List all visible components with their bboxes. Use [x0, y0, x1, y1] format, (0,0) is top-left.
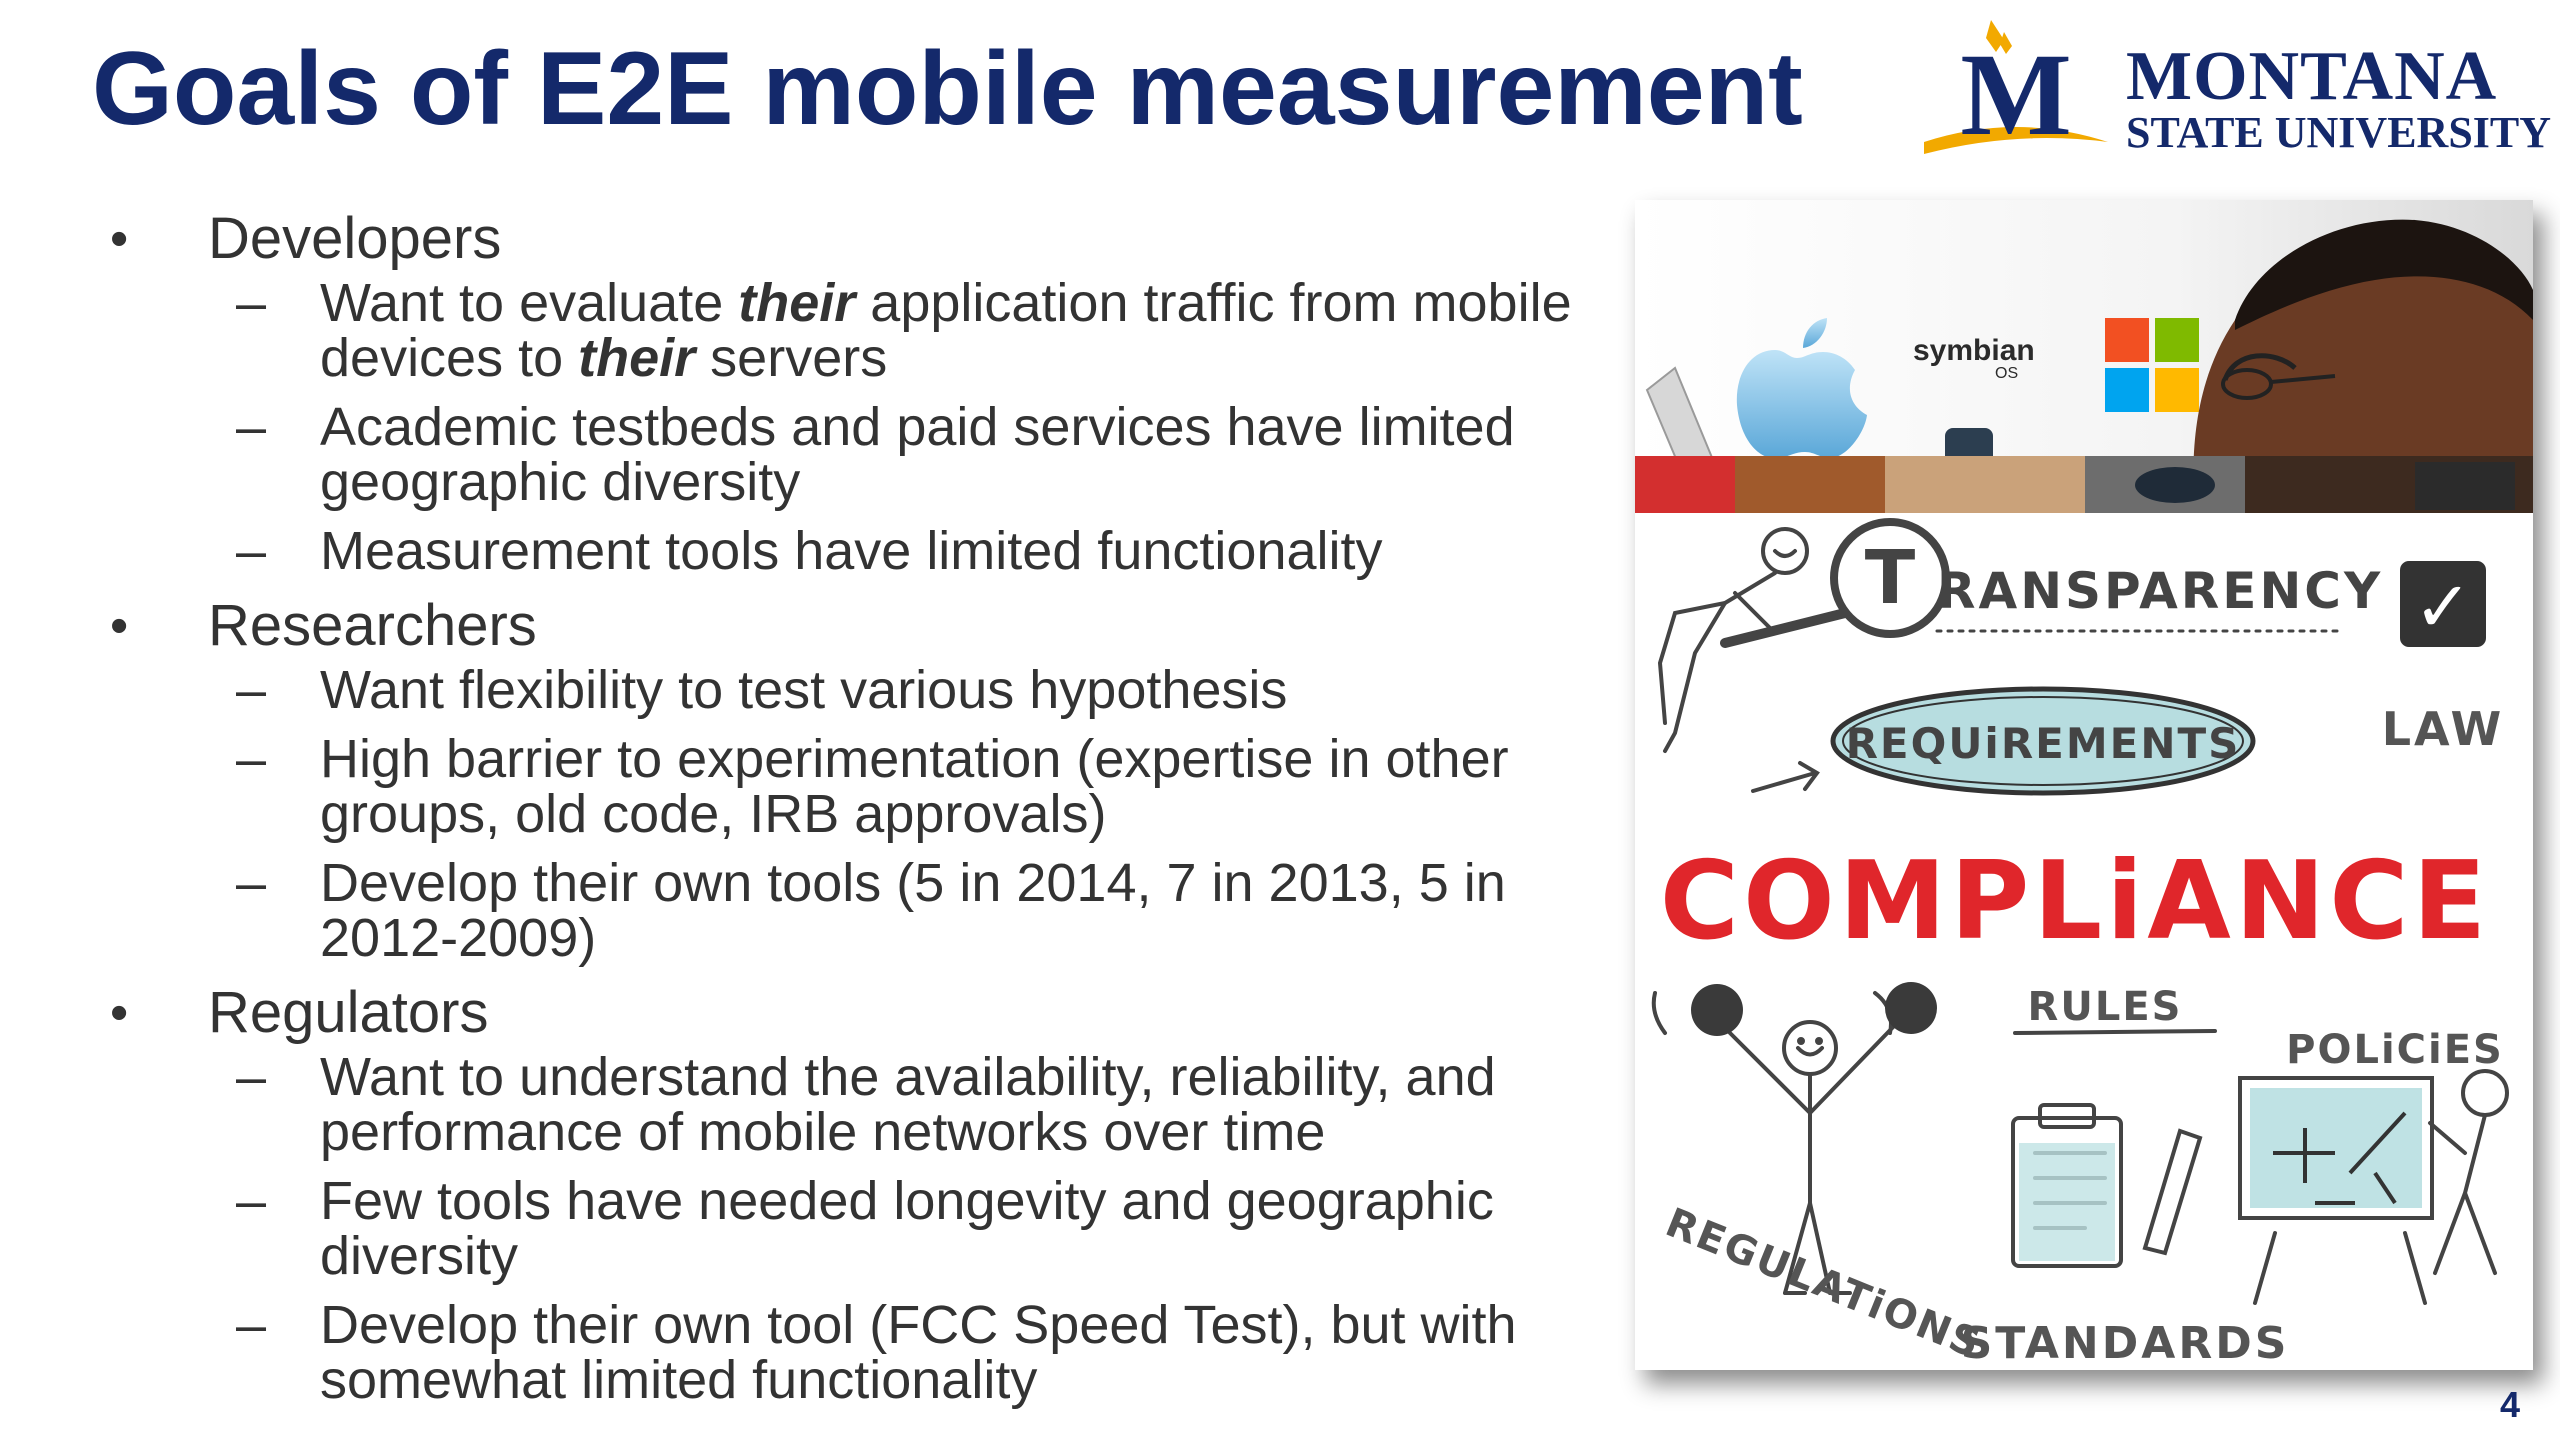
sub-text: Want to understand the availability, reliability, and performance of mobile networks over time — [320, 1047, 1496, 1162]
dash: – — [236, 273, 267, 333]
emphasis-their: their — [578, 328, 696, 388]
sub-bullet — [100, 1171, 1600, 1286]
bullet-label: Regulators — [208, 980, 489, 1045]
check-icon: ✓ — [2413, 566, 2473, 648]
word-regulations: REGULATiONS — [1659, 1199, 1989, 1369]
transparency-t: T — [1864, 535, 1916, 621]
bullet-researchers — [100, 593, 1600, 659]
sub-bullet — [100, 853, 1600, 968]
mobile-os-photo — [1635, 200, 2533, 513]
sub-text: Want flexibility to test various hypothesis — [320, 660, 1288, 720]
sub-bullet — [100, 397, 1600, 512]
slide-title: Goals of E2E mobile measurement — [92, 31, 1803, 147]
sub-text: Want to evaluate — [320, 273, 739, 333]
bullet-label: Developers — [208, 206, 502, 271]
sub-text: High barrier to experimentation (expertise in other groups, old code, IRB approvals) — [320, 729, 1509, 844]
sub-text: Few tools have needed longevity and geographic diversity — [320, 1171, 1494, 1286]
word-requirements: REQUiREMENTS — [1845, 719, 2241, 768]
word-standards: STANDARDS — [1960, 1318, 2290, 1369]
bullet-dot: • — [110, 597, 129, 655]
logo-line-state-university: STATE UNIVERSITY — [2126, 108, 2552, 157]
bullet-list — [100, 200, 1600, 1422]
sub-text: Develop their own tool (FCC Speed Test), but with somewhat limited functionality — [320, 1295, 1517, 1410]
word-transparency: RANSPARENCY — [1937, 562, 2384, 620]
sub-text: Academic testbeds and paid services have limited geographic diversity — [320, 397, 1515, 512]
sub-bullet — [100, 273, 1600, 388]
sub-bullet — [100, 521, 1600, 581]
dash: – — [236, 1047, 267, 1107]
word-compliance: COMPLiANCE — [1659, 839, 2491, 964]
bullet-regulators — [100, 980, 1600, 1046]
word-policies: POLiCiES — [2286, 1027, 2504, 1073]
dash: – — [236, 1295, 267, 1355]
sub-bullet — [100, 1295, 1600, 1410]
bullet-dot: • — [110, 210, 129, 268]
dash: – — [236, 521, 267, 581]
dash: – — [236, 660, 267, 720]
sub-text: Measurement tools have limited functionality — [320, 521, 1383, 581]
sub-text: Develop their own tools (5 in 2014, 7 in 2013, 5 in 2012-2009) — [320, 853, 1506, 968]
sub-bullet — [100, 660, 1600, 720]
symbian-os-label: OS — [1995, 365, 2019, 382]
university-logo — [1916, 12, 2552, 172]
montana-state-m-logo — [1916, 12, 2116, 172]
word-rules: RULES — [2027, 984, 2183, 1030]
svg-text:M: M — [1960, 29, 2072, 160]
bullet-label: Researchers — [208, 593, 537, 658]
bullet-developers — [100, 206, 1600, 272]
dash: – — [236, 1171, 267, 1231]
compliance-sketch — [1635, 513, 2533, 1370]
emphasis-their: their — [738, 273, 856, 333]
sub-text: application traffic from mobile devices to — [320, 273, 1572, 388]
symbian-label: symbian — [1913, 334, 2035, 367]
illustration-picture — [1635, 200, 2533, 1370]
bullet-dot: • — [110, 984, 129, 1042]
sub-bullet — [100, 729, 1600, 844]
word-law: LAW — [2381, 702, 2505, 756]
sub-text: servers — [695, 328, 888, 388]
dash: – — [236, 397, 267, 457]
sub-bullet — [100, 1047, 1600, 1162]
dash: – — [236, 729, 267, 789]
logo-line-montana: MONTANA — [2126, 38, 2498, 115]
page-number: 4 — [2500, 1384, 2521, 1425]
dash: – — [236, 853, 267, 913]
